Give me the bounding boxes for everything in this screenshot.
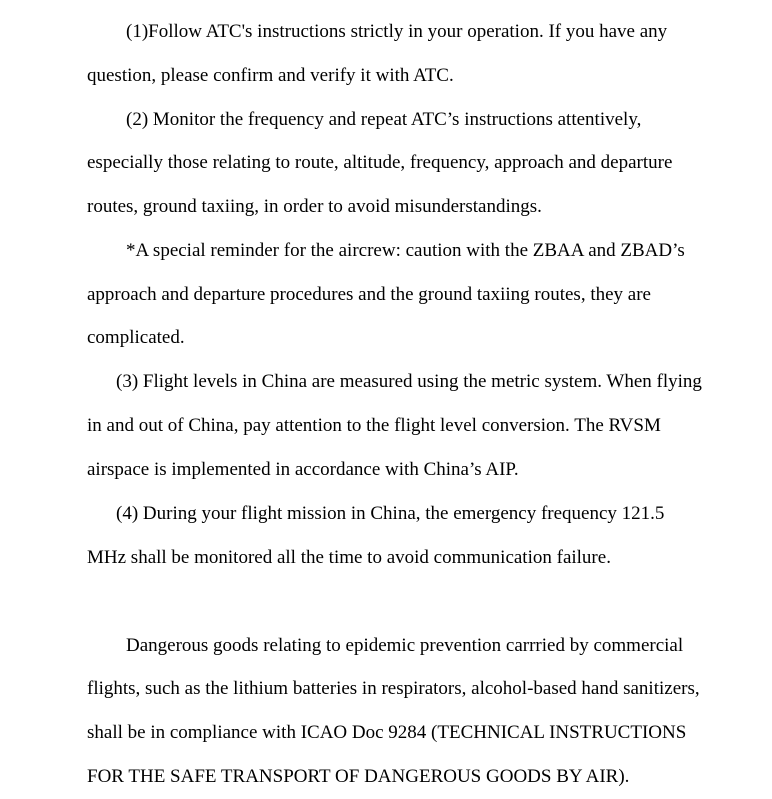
paragraph-atc-instructions-line-2: question, please confirm and verify it with ATC. — [87, 65, 454, 86]
paragraph-dangerous-goods-line-1: Dangerous goods relating to epidemic prevention carrried by commercial — [126, 635, 684, 656]
paragraph-monitor-frequency-line-1: (2) Monitor the frequency and repeat ATC’s instructions attentively, — [126, 109, 642, 130]
paragraph-flight-levels-line-2: in and out of China, pay attention to the flight level conversion. The RVSM — [87, 415, 661, 436]
paragraph-aircrew-reminder-line-2: approach and departure procedures and the ground taxiing routes, they are — [87, 284, 651, 305]
paragraph-aircrew-reminder-line-1: *A special reminder for the aircrew: caution with the ZBAA and ZBAD’s — [126, 240, 685, 261]
paragraph-emergency-frequency-line-1: (4) During your flight mission in China, the emergency frequency 121.5 — [116, 503, 665, 524]
paragraph-monitor-frequency-line-2: especially those relating to route, altitude, frequency, approach and departure — [87, 152, 673, 173]
paragraph-dangerous-goods-line-2: flights, such as the lithium batteries in respirators, alcohol-based hand sanitizers, — [87, 678, 700, 699]
paragraph-dangerous-goods-line-4: FOR THE SAFE TRANSPORT OF DANGEROUS GOODS BY AIR). — [87, 766, 630, 787]
paragraph-monitor-frequency-line-3: routes, ground taxiing, in order to avoid misunderstandings. — [87, 196, 542, 217]
paragraph-emergency-frequency-line-2: MHz shall be monitored all the time to avoid communication failure. — [87, 547, 611, 568]
paragraph-flight-levels-line-3: airspace is implemented in accordance with China’s AIP. — [87, 459, 519, 480]
paragraph-aircrew-reminder-line-3: complicated. — [87, 327, 185, 348]
paragraph-dangerous-goods-line-3: shall be in compliance with ICAO Doc 9284 (TECHNICAL INSTRUCTIONS — [87, 722, 687, 743]
paragraph-flight-levels-line-1: (3) Flight levels in China are measured using the metric system. When flying — [116, 371, 702, 392]
paragraph-atc-instructions-line-1: (1)Follow ATC's instructions strictly in your operation. If you have any — [126, 21, 668, 42]
